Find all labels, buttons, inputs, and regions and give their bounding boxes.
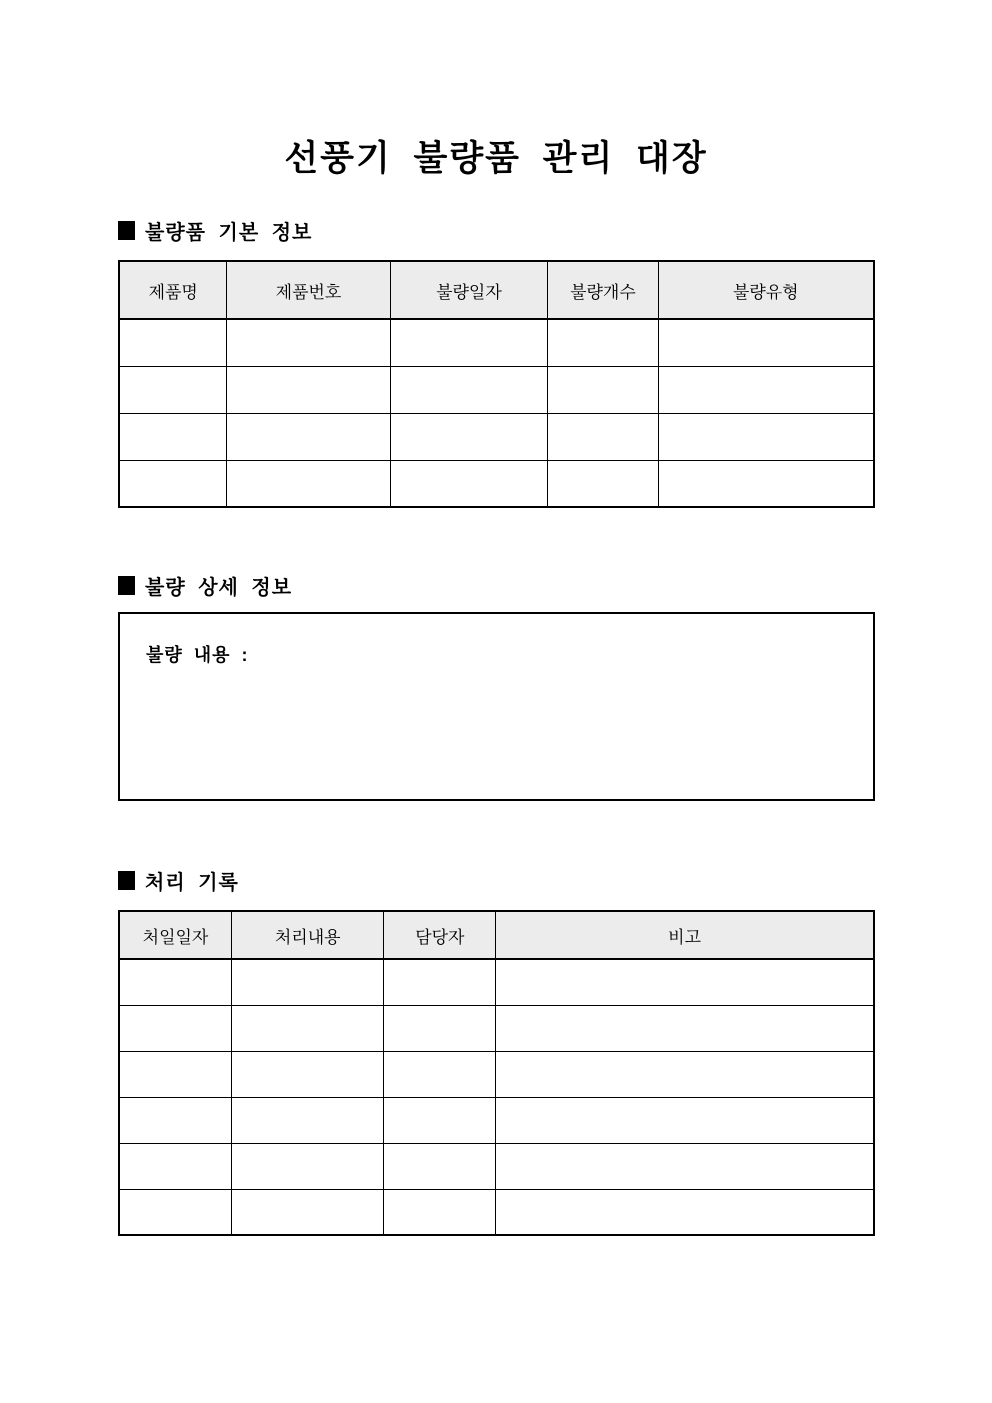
table-cell	[119, 319, 227, 366]
table-cell	[119, 366, 227, 413]
table-row	[119, 1051, 874, 1097]
table-cell	[227, 366, 390, 413]
table-cell	[119, 1189, 231, 1235]
column-header-process-content: 처리내용	[231, 911, 384, 959]
section-bullet-icon	[118, 221, 135, 240]
table-row	[119, 1189, 874, 1235]
table-cell	[231, 1189, 384, 1235]
table-cell	[119, 413, 227, 460]
column-header-remarks: 비고	[496, 911, 874, 959]
table-cell	[548, 366, 658, 413]
section-heading-record	[118, 867, 875, 893]
table-cell	[390, 366, 548, 413]
table-row	[119, 319, 874, 366]
table-header-row	[119, 261, 874, 319]
section-processing-record	[118, 867, 875, 1236]
table-cell	[390, 460, 548, 507]
table-row	[119, 413, 874, 460]
table-cell	[119, 1097, 231, 1143]
table-cell	[390, 413, 548, 460]
table-cell	[231, 1051, 384, 1097]
table-cell	[119, 1051, 231, 1097]
table-cell	[227, 319, 390, 366]
table-row	[119, 1005, 874, 1051]
table-cell	[496, 1189, 874, 1235]
table-cell	[658, 460, 874, 507]
table-cell	[119, 1005, 231, 1051]
table-cell	[658, 366, 874, 413]
table-row	[119, 366, 874, 413]
table-cell	[658, 413, 874, 460]
table-cell	[496, 1051, 874, 1097]
column-header-product-name: 제품명	[119, 261, 227, 319]
table-cell	[119, 1143, 231, 1189]
table-row	[119, 1143, 874, 1189]
column-header-defect-count: 불량개수	[548, 261, 658, 319]
table-cell	[119, 959, 231, 1005]
table-header-row	[119, 911, 874, 959]
column-header-defect-type: 불량유형	[658, 261, 874, 319]
table-cell	[496, 1005, 874, 1051]
table-cell	[384, 1051, 496, 1097]
table-cell	[496, 1097, 874, 1143]
section-heading-basic	[118, 217, 875, 243]
section-defect-detail	[118, 572, 875, 801]
table-row	[119, 959, 874, 1005]
table-cell	[384, 1189, 496, 1235]
section-heading-text: 처리 기록	[145, 871, 239, 894]
table-cell	[227, 413, 390, 460]
table-cell	[227, 460, 390, 507]
table-cell	[384, 1097, 496, 1143]
section-bullet-icon	[118, 576, 135, 595]
table-cell	[384, 959, 496, 1005]
table-cell	[390, 319, 548, 366]
table-cell	[548, 413, 658, 460]
defect-detail-box	[118, 612, 875, 801]
section-bullet-icon	[118, 871, 135, 890]
table-row	[119, 1097, 874, 1143]
page-title: 선풍기 불량품 관리 대장	[284, 139, 708, 178]
table-cell	[548, 319, 658, 366]
section-basic-info	[118, 217, 875, 508]
column-header-person-in-charge: 담당자	[384, 911, 496, 959]
table-row	[119, 460, 874, 507]
table-cell	[231, 1005, 384, 1051]
defect-content-label: 불량 내용 :	[146, 645, 249, 665]
table-cell	[231, 1143, 384, 1189]
section-heading-text: 불량 상세 정보	[145, 576, 293, 599]
column-header-defect-date: 불량일자	[390, 261, 548, 319]
section-heading-detail	[118, 572, 875, 598]
section-heading-text: 불량품 기본 정보	[145, 221, 313, 244]
basic-info-table	[118, 260, 875, 508]
table-cell	[384, 1005, 496, 1051]
table-cell	[658, 319, 874, 366]
table-cell	[119, 460, 227, 507]
table-cell	[496, 959, 874, 1005]
table-cell	[496, 1143, 874, 1189]
column-header-process-date: 처일일자	[119, 911, 231, 959]
table-cell	[231, 959, 384, 1005]
table-cell	[384, 1143, 496, 1189]
column-header-product-number: 제품번호	[227, 261, 390, 319]
processing-record-table	[118, 910, 875, 1236]
table-cell	[548, 460, 658, 507]
table-cell	[231, 1097, 384, 1143]
